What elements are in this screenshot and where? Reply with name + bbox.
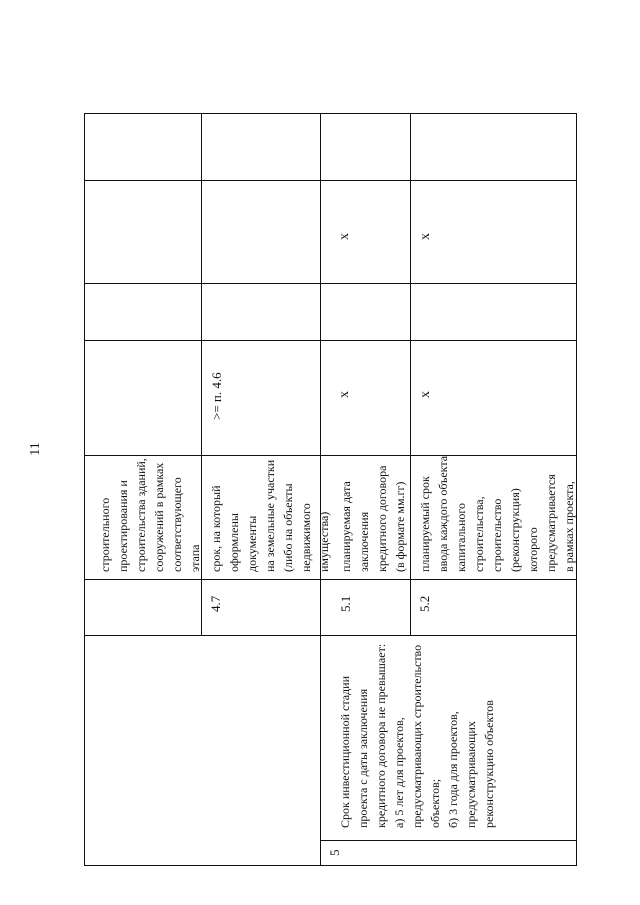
row2-value: >= п. 4.6 (209, 372, 224, 420)
row2-code: 4.7 (208, 595, 223, 612)
page-number: 11 (28, 442, 43, 456)
row51-code: 5.1 (338, 595, 353, 612)
row52-mark: x (418, 233, 433, 240)
row52-value: x (418, 391, 433, 398)
group5-number: 5 (327, 849, 342, 856)
row52-description: планируемый срок ввода каждого объекта капитального строительства, строительство (реконструкция) которого предусматривается в рамках проекта, (418, 455, 576, 572)
row52-code: 5.2 (417, 595, 432, 612)
row51-value: x (337, 391, 352, 398)
row2-description: срок, на который оформлены документы на земельные участки (либо на объекты недвижимого имущества) (209, 459, 331, 572)
group5-text: Срок инвестиционной стадии проекта с даты заключения кредитного договора не превышает: а) 5 лет для проектов, предусматривающих строительство объектов; б) 3 года для проектов, предусматривающих реконструкцию объектов (338, 643, 496, 828)
row51-mark: x (337, 233, 352, 240)
row51-description: планируемая дата заключения кредитного договора (в формате мм.гг) (339, 465, 407, 572)
row1-description: строительного проектирования и строительства зданий, сооружений в рамках соответствующего этапа (98, 458, 202, 572)
